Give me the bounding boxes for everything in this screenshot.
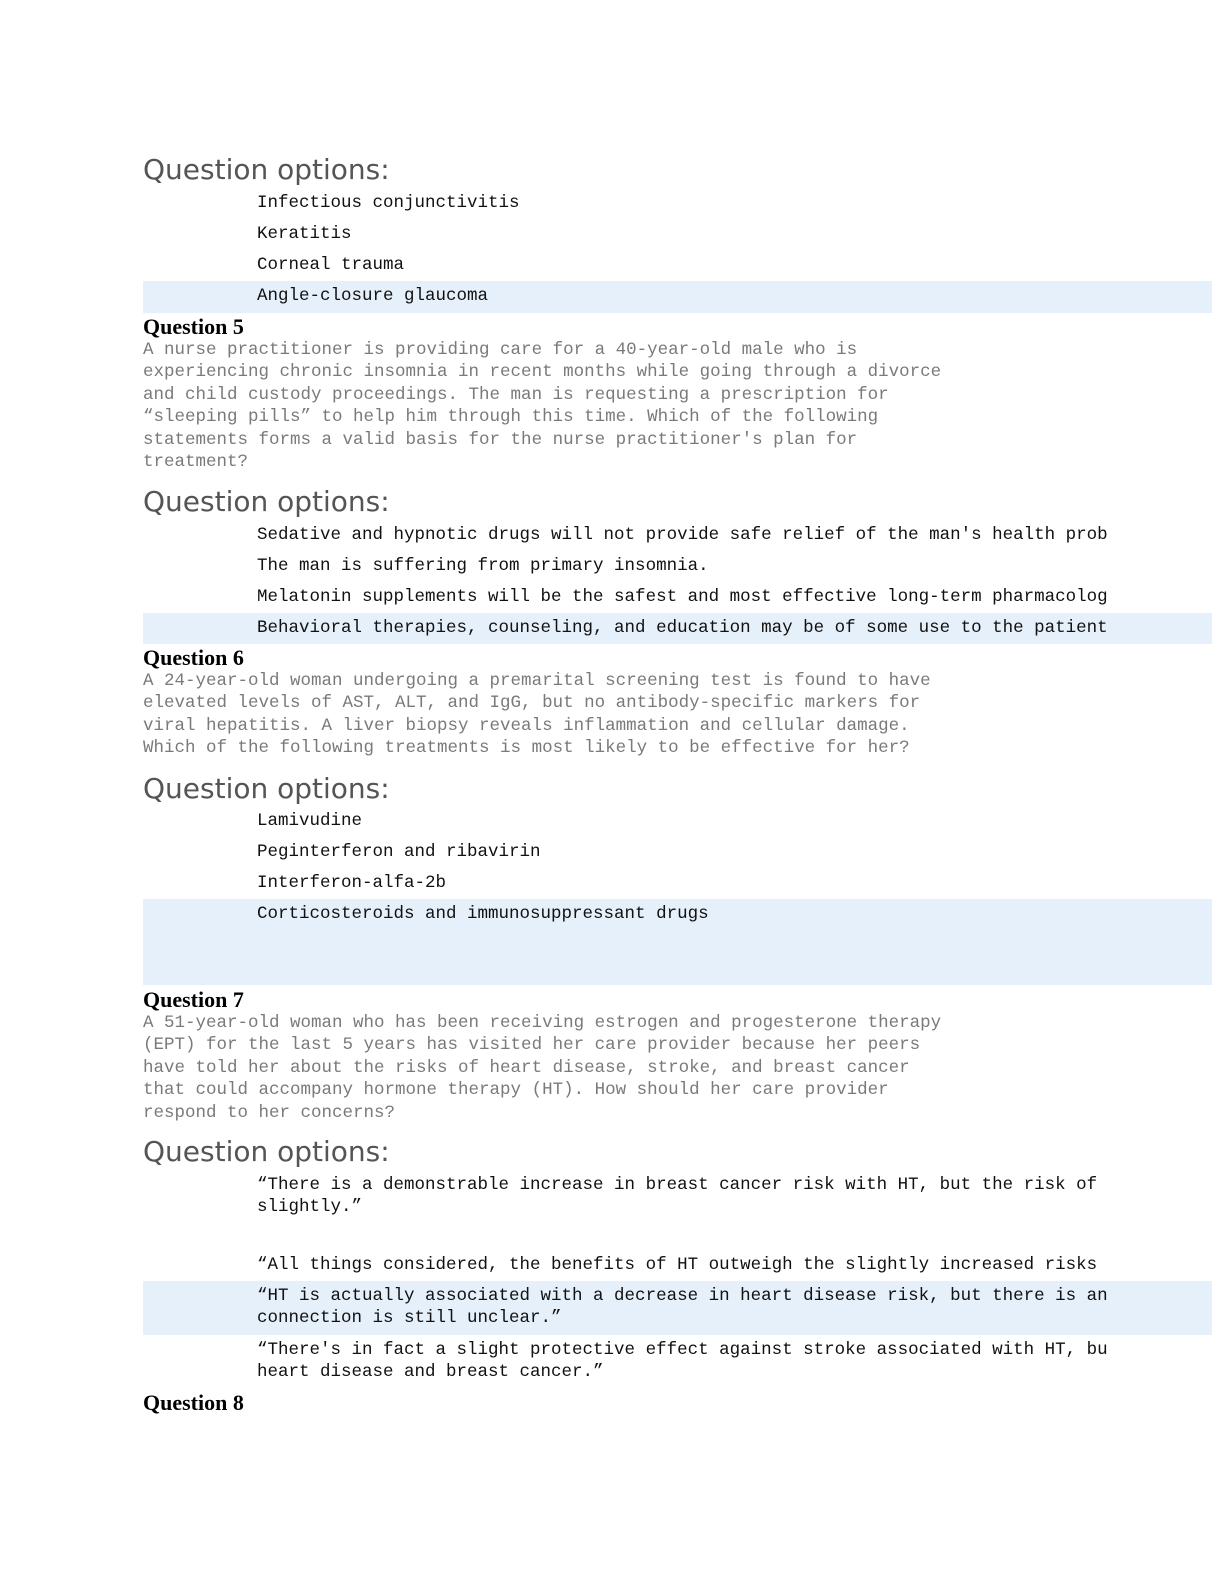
answer-option[interactable]: Melatonin supplements will be the safest and most effective long-term pharmacolog bbox=[257, 587, 1108, 607]
question-options-heading: Question options: bbox=[143, 772, 390, 805]
answer-option[interactable]: Lamivudine bbox=[257, 811, 363, 831]
question-title: Question 7 bbox=[143, 987, 244, 1012]
question-title: Question 6 bbox=[143, 645, 244, 670]
answer-option[interactable]: Infectious conjunctivitis bbox=[257, 193, 520, 213]
answer-option[interactable]: “All things considered, the benefits of HT outweigh the slightly increased risks bbox=[257, 1255, 1098, 1275]
question-options-heading: Question options: bbox=[143, 153, 390, 186]
question-text: A nurse practitioner is providing care for a 40-year-old male who is experiencing chronic insomnia in recent months while going through a divorce and child custody proceedings. The man is requesting a prescription for “sleeping pills” to help him through this time. Which of the following statements forms a valid basis for the nurse practitioner's plan for treatment? bbox=[143, 340, 942, 473]
answer-option-selected[interactable]: Behavioral therapies, counseling, and education may be of some use to the patient bbox=[143, 613, 1212, 644]
question-text: A 24-year-old woman undergoing a premarital screening test is found to have elevated levels of AST, ALT, and IgG, but no antibody-specific markers for viral hepatitis. A liver biopsy reveals inflammation and cellular damage. Which of the following treatments is most likely to be effective for her? bbox=[143, 671, 931, 759]
answer-option[interactable]: Peginterferon and ribavirin bbox=[257, 842, 541, 862]
answer-option-selected[interactable]: Corticosteroids and immunosuppressant drugs bbox=[143, 899, 1212, 985]
answer-option-selected[interactable]: “HT is actually associated with a decrease in heart disease risk, but there is an connection is still unclear.” bbox=[143, 1281, 1212, 1335]
answer-option[interactable]: The man is suffering from primary insomnia. bbox=[257, 556, 709, 576]
answer-option-selected[interactable]: Angle-closure glaucoma bbox=[143, 281, 1212, 313]
question-text: A 51-year-old woman who has been receiving estrogen and progesterone therapy (EPT) for the last 5 years has visited her care provider because her peers have told her about the risks of heart disease, stroke, and breast cancer that could accompany hormone therapy (HT). How should her care provider respond to her concerns? bbox=[143, 1013, 942, 1123]
answer-option[interactable]: Interferon-alfa-2b bbox=[257, 873, 447, 893]
question-options-heading: Question options: bbox=[143, 485, 390, 518]
answer-option[interactable]: Sedative and hypnotic drugs will not provide safe relief of the man's health prob bbox=[257, 525, 1108, 545]
answer-option[interactable]: Corneal trauma bbox=[257, 255, 405, 275]
question-options-heading: Question options: bbox=[143, 1135, 390, 1168]
answer-option[interactable]: Keratitis bbox=[257, 224, 352, 244]
answer-option[interactable]: “There's in fact a slight protective effect against stroke associated with HT, bu heart disease and breast cancer.” bbox=[257, 1340, 1108, 1382]
answer-option[interactable]: “There is a demonstrable increase in breast cancer risk with HT, but the risk of slightly.” bbox=[257, 1175, 1098, 1217]
question-title: Question 8 bbox=[143, 1390, 244, 1415]
question-title: Question 5 bbox=[143, 314, 244, 339]
